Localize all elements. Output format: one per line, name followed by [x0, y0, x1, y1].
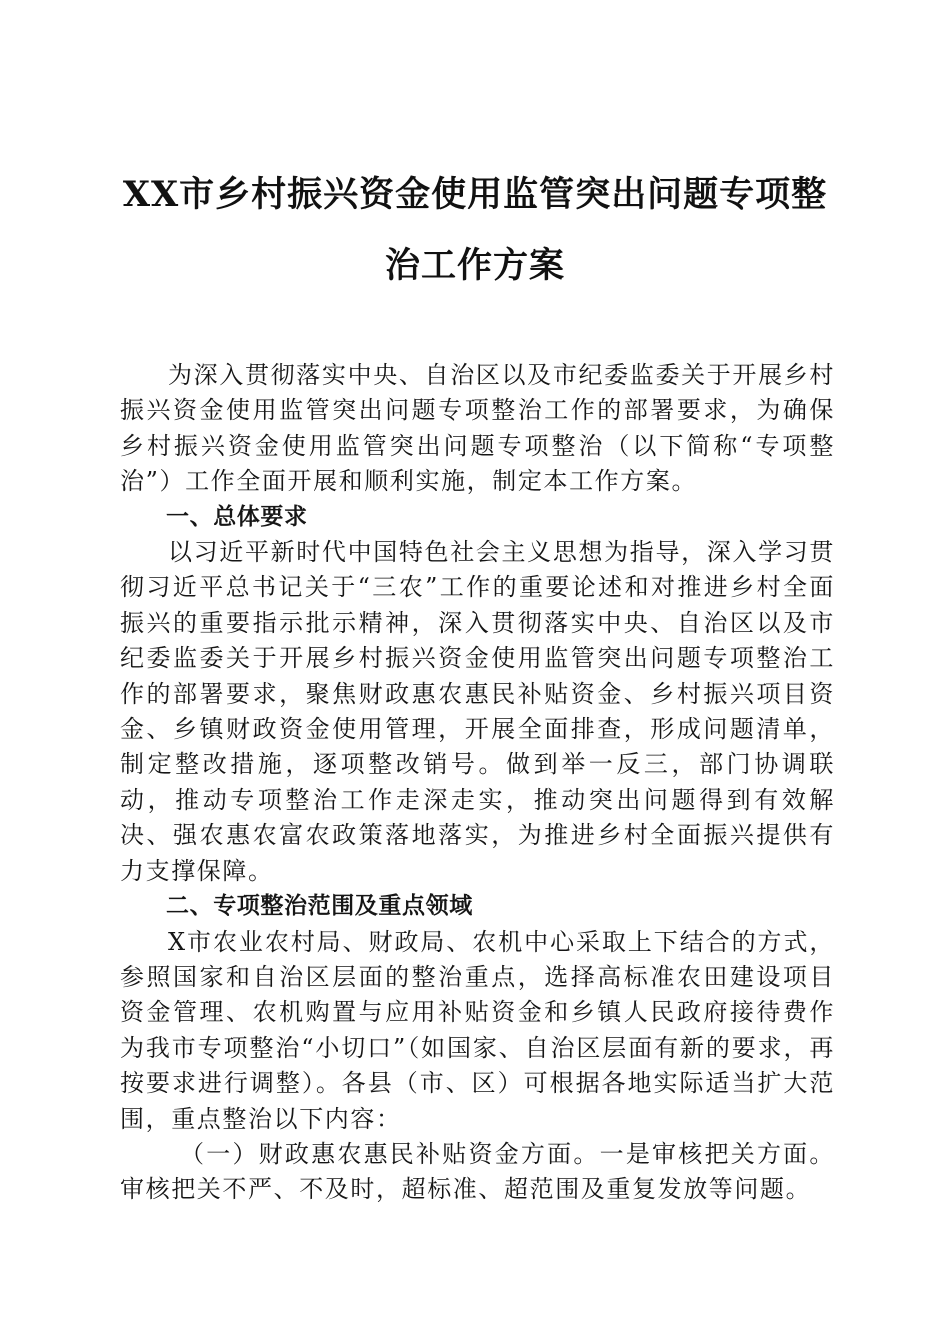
- document-body: [120, 358, 835, 1208]
- intro-paragraph: 为深入贯彻落实中央、自治区以及市纪委监委关于开展乡村振兴资金使用监管突出问题专项整治工作的部署要求，为确保乡村振兴资金使用监管突出问题专项整治（以下简称“专项整治”）工作全面开展和顺利实施，制定本工作方案。: [120, 361, 835, 496]
- section-paragraph-general-requirements: 以习近平新时代中国特色社会主义思想为指导，深入学习贯彻习近平总书记关于“三农”工作的重要论述和对推进乡村全面振兴的重要指示批示精神，深入贯彻落实中央、自治区以及市纪委监委关于开展乡村振兴资金使用监管突出问题专项整治工作的部署要求，聚焦财政惠农惠民补贴资金、乡村振兴项目资金、乡镇财政资金使用管理，开展全面排查，形成问题清单，制定整改措施，逐项整改销号。做到举一反三，部门协调联动，推动专项整治工作走深走实，推动突出问题得到有效解决、强农惠农富农政策落地落实，为推进乡村全面振兴提供有力支撑保障。: [120, 538, 835, 885]
- document-title-line-2: 治工作方案: [384, 245, 565, 286]
- section-paragraph-scope: X市农业农村局、财政局、农机中心采取上下结合的方式，参照国家和自治区层面的整治重点，选择高标准农田建设项目资金管理、农机购置与应用补贴资金和乡镇人民政府接待费作为我市专项整治“小切口”（如国家、自治区层面有新的要求，再按要求进行调整）。各县（市、区）可根据各地实际适当扩大范围，重点整治以下内容：: [120, 927, 835, 1133]
- section-heading-scope: 二、专项整治范围及重点领域: [166, 893, 473, 920]
- subsection-paragraph-subsidy-funds: （一）财政惠农惠民补贴资金方面。一是审核把关方面。审核把关不严、不及时，超标准、超范围及重复发放等问题。: [120, 1139, 835, 1204]
- document-title-line-1: XX市乡村振兴资金使用监管突出问题专项整: [122, 174, 828, 215]
- section-heading-general-requirements: 一、总体要求: [166, 503, 308, 530]
